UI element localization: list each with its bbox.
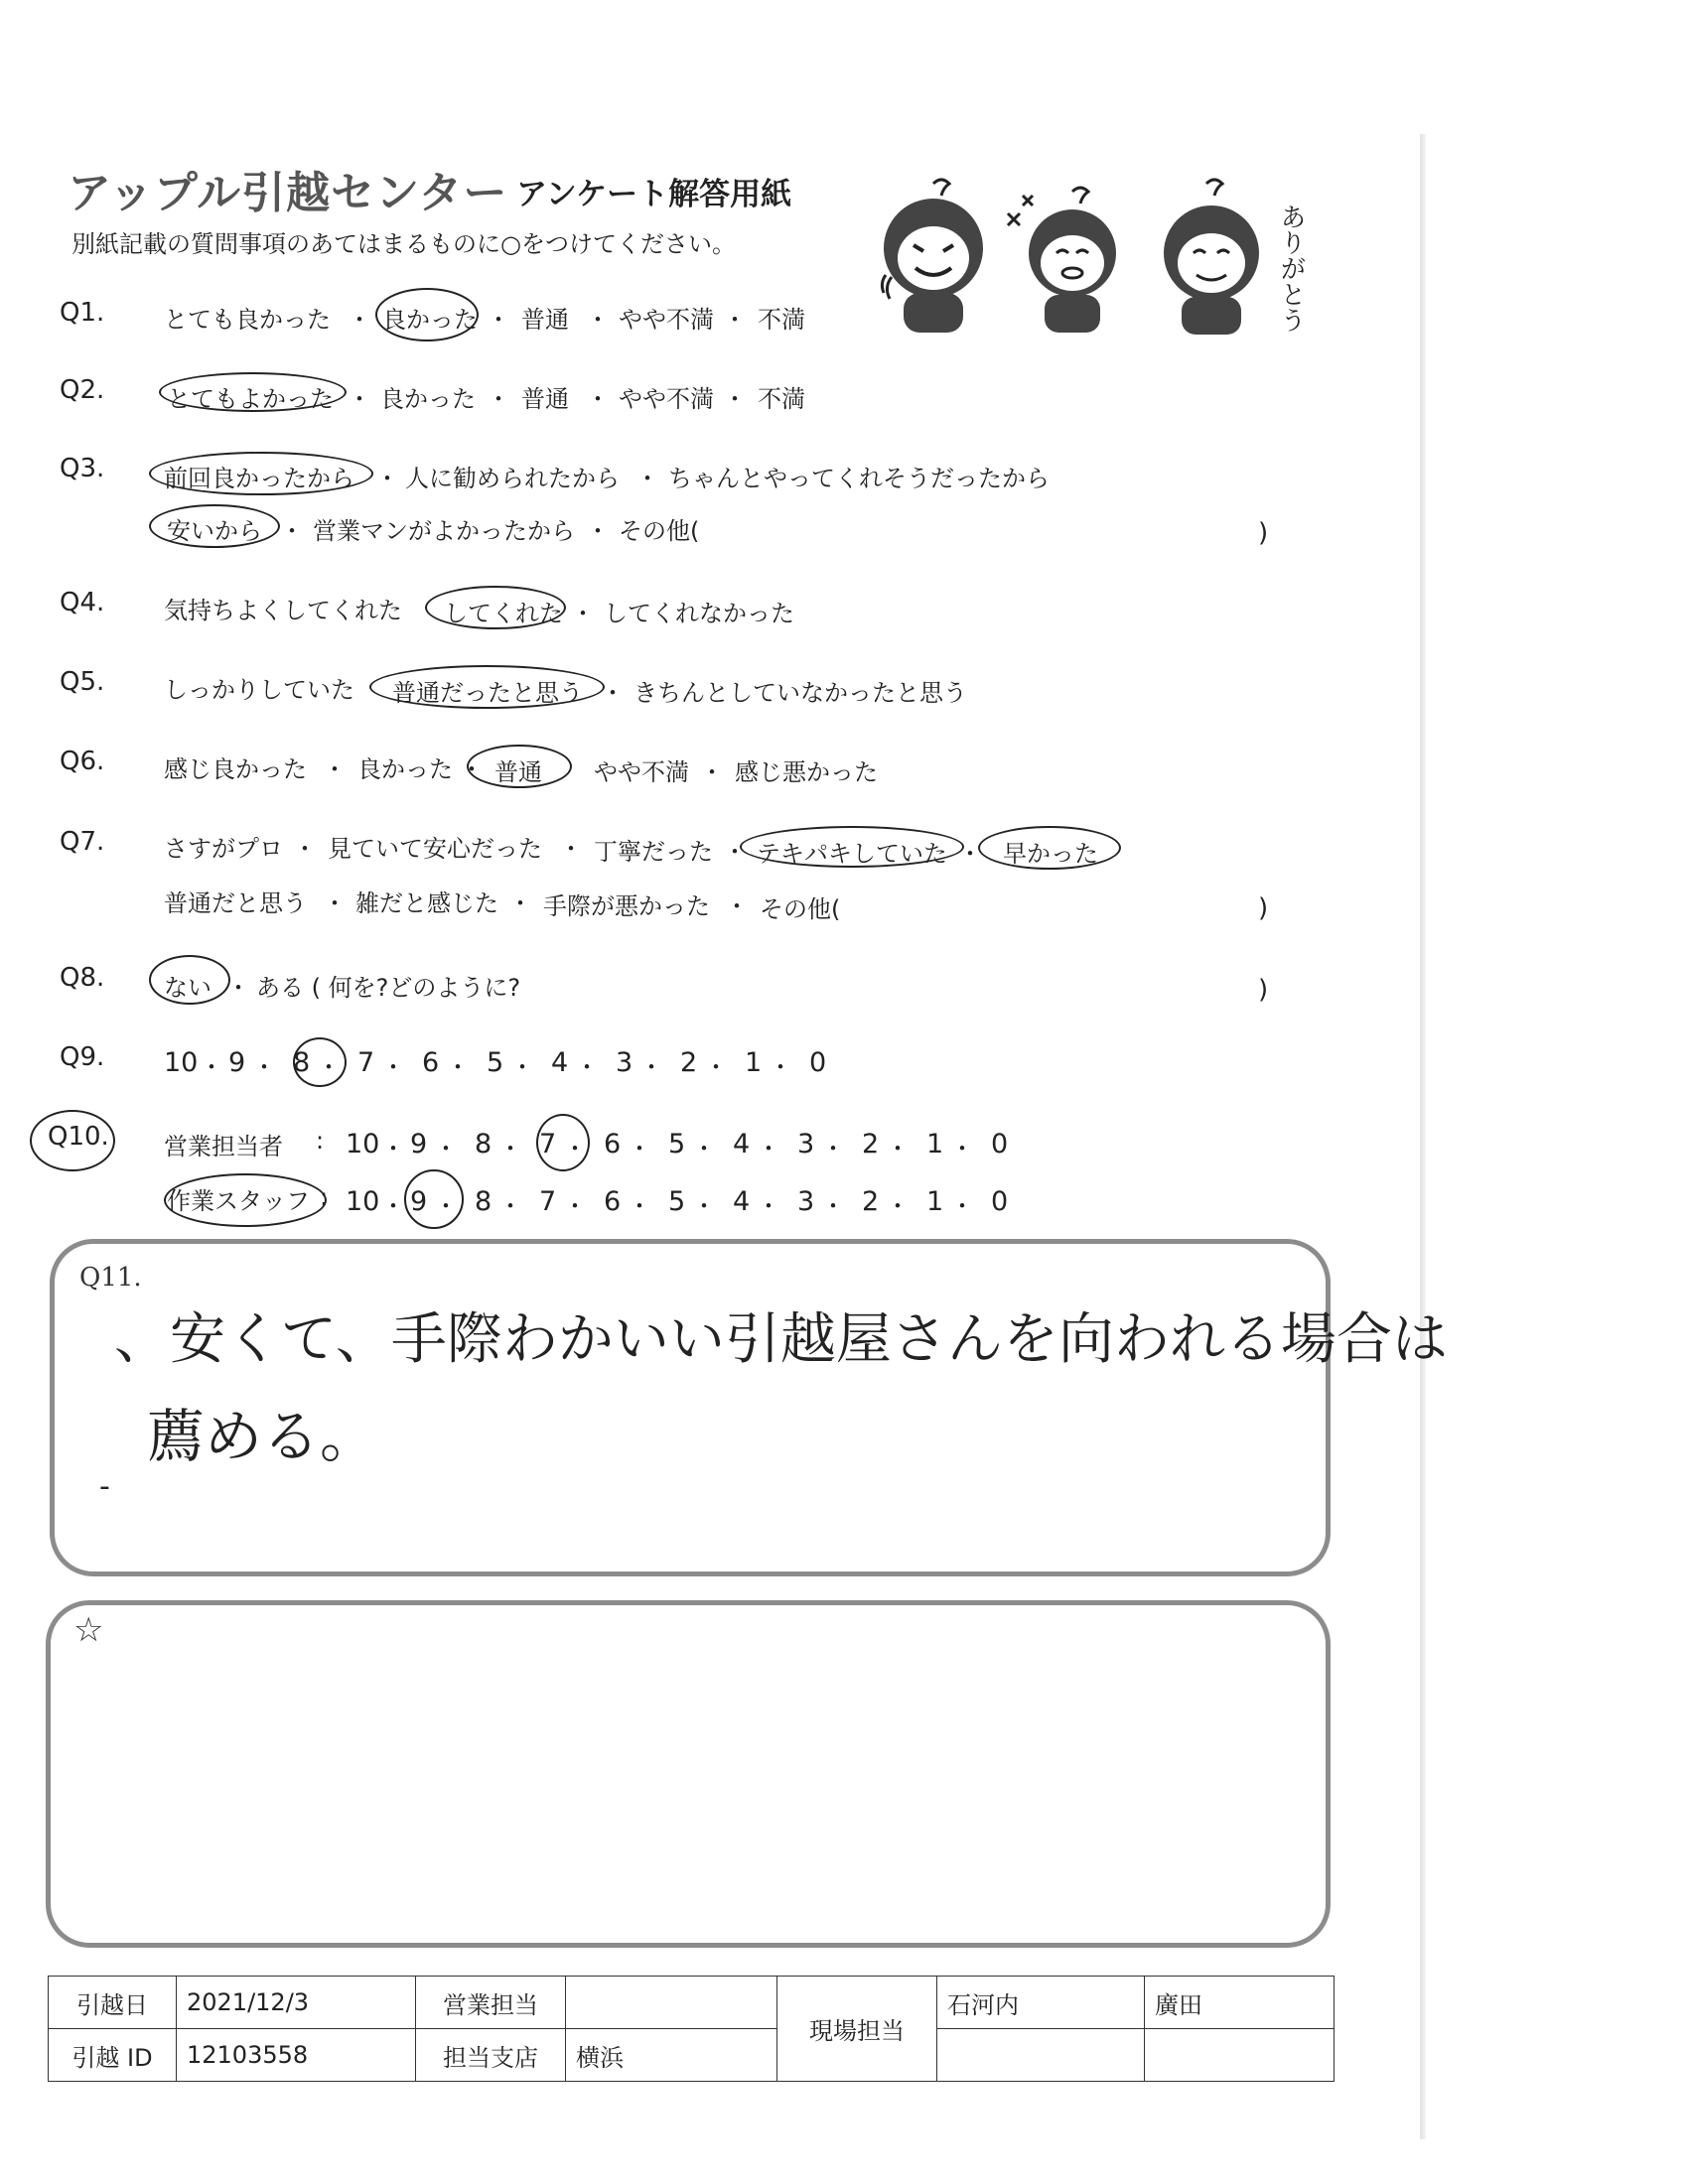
separator: ・ — [958, 840, 982, 868]
monkey-mascots-illustration — [874, 174, 1331, 342]
separator: ・ — [510, 1053, 534, 1081]
q7-selection-circle-2 — [978, 826, 1121, 870]
q10-staff-scale-value[interactable]: 8 — [475, 1186, 492, 1217]
q9-scale-value[interactable]: 9 — [228, 1047, 246, 1078]
separator: ・ — [487, 306, 510, 334]
q3-selection-circle-1 — [149, 452, 373, 495]
separator: ・ — [639, 1053, 663, 1081]
q10-sales-scale-value[interactable]: 3 — [797, 1129, 815, 1160]
separator: ・ — [446, 1053, 470, 1081]
separator: ・ — [200, 1053, 223, 1081]
page-edge-shadow — [1420, 134, 1426, 2139]
q2-option-2[interactable]: 良かった — [380, 385, 476, 413]
q10-staff-scale-value[interactable]: 5 — [668, 1186, 686, 1217]
move-id-value[interactable]: 12103558 — [177, 2029, 416, 2082]
separator: ・ — [886, 1135, 910, 1162]
separator: ・ — [725, 892, 749, 920]
separator: ・ — [692, 1192, 716, 1220]
separator: ・ — [348, 306, 371, 334]
q6-option-4[interactable]: やや不満 — [594, 758, 689, 786]
separator: ・ — [950, 1135, 974, 1162]
q10-staff-scale-value[interactable]: 6 — [604, 1186, 622, 1217]
q7-option-7[interactable]: 雑だと感じた — [355, 889, 498, 917]
q3-selection-circle-2 — [149, 504, 280, 548]
separator: ・ — [571, 600, 595, 627]
monkey-mascot-middle-icon — [1008, 188, 1116, 333]
q9-scale-value[interactable]: 1 — [745, 1047, 763, 1078]
q8-option-1[interactable]: ない — [164, 974, 211, 1002]
separator: ・ — [821, 1192, 845, 1220]
q7-option-1[interactable]: さすがプロ — [164, 835, 283, 863]
star-icon: ☆ — [73, 1610, 104, 1650]
separator: ・ — [723, 385, 747, 413]
q10-label-circle — [30, 1110, 115, 1171]
q2-label: Q2. — [60, 375, 105, 405]
q3-option-2[interactable]: 人に勧められたから — [405, 465, 620, 492]
footer-info-table — [48, 1976, 1335, 2082]
separator: ・ — [563, 1135, 587, 1162]
q9-selection-circle — [293, 1037, 347, 1087]
q9-label: Q9. — [60, 1042, 105, 1072]
separator: ・ — [586, 306, 610, 334]
q1-option-2[interactable]: 良かった — [382, 306, 478, 334]
q7-option-9[interactable]: その他( — [760, 895, 841, 923]
instruction-text: 別紙記載の質問事項のあてはまるものに○をつけてください。 — [71, 230, 736, 258]
q9-scale-value[interactable]: 3 — [616, 1047, 633, 1078]
separator: ・ — [886, 1192, 910, 1220]
separator: ・ — [293, 835, 317, 863]
separator: ・ — [704, 1053, 728, 1081]
site-staff-2[interactable]: 廣田 — [1145, 1977, 1335, 2029]
q3-label: Q3. — [60, 454, 105, 483]
q10-label: Q10. — [48, 1122, 109, 1152]
separator: ・ — [434, 1135, 458, 1162]
q5-option-3[interactable]: きちんとしていなかったと思う — [633, 679, 967, 707]
q3-close-paren: ) — [1258, 518, 1269, 548]
q10-staff-scale-value[interactable]: 4 — [733, 1186, 751, 1217]
q11-handwritten-line-1: 、安くて、手際わかいい引越屋さんを向われる場合は — [114, 1307, 1448, 1372]
separator: ・ — [375, 465, 399, 492]
separator: ・ — [575, 1053, 599, 1081]
separator: ・ — [757, 1135, 780, 1162]
separator: ・ — [692, 1135, 716, 1162]
q4-option-3[interactable]: してくれなかった — [604, 600, 794, 627]
q10-sales-scale-value[interactable]: 5 — [668, 1129, 686, 1160]
q7-option-5[interactable]: 早かった — [1003, 840, 1098, 868]
q7-option-3[interactable]: 丁寧だった — [594, 838, 713, 866]
separator: ・ — [381, 1053, 405, 1081]
q9-scale-value[interactable]: 2 — [680, 1047, 698, 1078]
q6-option-2[interactable]: 良かった — [357, 755, 453, 783]
branch-label: 担当支店 — [416, 2029, 566, 2082]
q9-scale-value[interactable]: 10 — [164, 1047, 199, 1078]
q7-label: Q7. — [60, 827, 105, 857]
separator: ・ — [628, 1135, 651, 1162]
q1-selection-circle — [375, 288, 479, 341]
q5-label: Q5. — [60, 667, 105, 697]
q10-sales-label: 営業担当者 — [164, 1133, 283, 1160]
q5-selection-circle — [369, 665, 605, 709]
q1-option-4[interactable]: やや不満 — [619, 306, 714, 334]
site-staff-label: 現場担当 — [777, 1977, 937, 2082]
q2-option-5[interactable]: 不満 — [758, 385, 805, 413]
q4-option-1[interactable]: 気持ちよくしてくれた — [164, 597, 402, 624]
form-title: アンケート解答用紙 — [516, 177, 792, 212]
q7-close-paren: ) — [1258, 893, 1269, 923]
separator: ・ — [628, 1192, 651, 1220]
separator: ・ — [280, 517, 304, 545]
q3-option-3[interactable]: ちゃんとやってくれそうだったから — [668, 465, 1050, 492]
q7-selection-circle-1 — [740, 826, 964, 868]
q11-handwritten-line-3: - — [99, 1469, 110, 1504]
separator: ・ — [508, 889, 532, 917]
site-staff-1[interactable]: 石河内 — [937, 1977, 1145, 2029]
move-date-value[interactable]: 2021/12/3 — [177, 1977, 416, 2029]
q10-sales-scale-value[interactable]: 6 — [604, 1129, 622, 1160]
branch-value[interactable]: 横浜 — [566, 2029, 777, 2082]
q2-option-4[interactable]: やや不満 — [619, 385, 714, 413]
sales-rep-value[interactable] — [566, 1977, 777, 2029]
q1-option-1[interactable]: とても良かった — [164, 306, 331, 334]
q10-sales-scale-value[interactable]: 0 — [991, 1129, 1009, 1160]
q7-option-8[interactable]: 手際が悪かった — [543, 892, 710, 920]
q2-selection-circle — [159, 372, 347, 412]
company-name: アップル引越センター — [68, 168, 508, 218]
separator: ・ — [226, 974, 250, 1002]
q9-scale-value[interactable]: 4 — [551, 1047, 569, 1078]
separator: ・ — [252, 1053, 276, 1081]
separator: ・ — [601, 679, 625, 707]
separator: ・ — [700, 758, 724, 786]
separator: ・ — [950, 1192, 974, 1220]
q10-sales-scale-value[interactable]: 8 — [475, 1129, 492, 1160]
separator: ・ — [317, 1053, 341, 1081]
q10-staff-scale-value[interactable]: 7 — [539, 1186, 557, 1217]
separator: ・ — [498, 1192, 522, 1220]
q8-option-2[interactable]: ある ( 何を?どのように? — [256, 974, 521, 1002]
q10-sales-scale-value[interactable]: 2 — [862, 1129, 880, 1160]
q10-staff-label: 作業スタッフ — [167, 1187, 310, 1215]
q7-option-4[interactable]: テキパキしていた — [757, 840, 947, 868]
q10-sales-colon: : — [316, 1127, 325, 1155]
q10-sales-scale-value[interactable]: 9 — [410, 1129, 428, 1160]
separator: ・ — [563, 1192, 587, 1220]
separator: ・ — [769, 1053, 792, 1081]
separator: ・ — [559, 835, 583, 863]
q6-label: Q6. — [60, 747, 105, 776]
site-staff-empty-2 — [1145, 2029, 1335, 2082]
mascot-text: ありがとう — [1276, 204, 1306, 333]
q6-option-1[interactable]: 感じ良かった — [164, 755, 307, 783]
monkey-mascot-right-icon — [1164, 180, 1306, 335]
separator: ・ — [586, 385, 610, 413]
move-id-label: 引越 ID — [49, 2029, 177, 2082]
separator: ・ — [348, 385, 371, 413]
q6-option-3[interactable]: 普通 — [494, 758, 542, 786]
q7-option-2[interactable]: 見ていて安心だった — [328, 835, 542, 863]
q10-staff-scale-value[interactable]: 1 — [926, 1186, 944, 1217]
q9-scale-value[interactable]: 5 — [487, 1047, 504, 1078]
q11-handwritten-line-2: 薦める。 — [147, 1403, 378, 1470]
q1-option-5[interactable]: 不満 — [758, 306, 805, 334]
q3-option-5[interactable]: 営業マンがよかったから — [313, 517, 575, 545]
q8-label: Q8. — [60, 963, 105, 993]
q4-option-2[interactable]: してくれた — [444, 600, 563, 627]
q6-selection-circle — [467, 745, 572, 788]
q10-sales-selection-circle — [536, 1114, 590, 1171]
q11-label: Q11. — [79, 1263, 142, 1293]
q1-label: Q1. — [60, 298, 105, 328]
q10-sales-scale-value[interactable]: 4 — [733, 1129, 751, 1160]
separator: ・ — [498, 1135, 522, 1162]
q10-sales-scale-value[interactable]: 7 — [539, 1129, 557, 1160]
separator: ・ — [434, 1192, 458, 1220]
q2-option-1[interactable]: とてもよかった — [167, 385, 334, 413]
q3-option-1[interactable]: 前回良かったから — [164, 465, 354, 492]
q9-scale-value[interactable]: 8 — [293, 1047, 311, 1078]
q9-scale-value[interactable]: 0 — [809, 1047, 827, 1078]
sales-rep-label: 営業担当 — [416, 1977, 566, 2029]
q3-option-6[interactable]: その他( — [619, 517, 700, 545]
separator: ・ — [723, 838, 747, 866]
q10-staff-scale-value[interactable]: 0 — [991, 1186, 1009, 1217]
separator: ・ — [381, 1192, 405, 1220]
monkey-mascot-left-icon — [882, 180, 983, 333]
q9-scale-value[interactable]: 7 — [357, 1047, 375, 1078]
q5-option-2[interactable]: 普通だったと思う — [392, 679, 583, 707]
separator: ・ — [381, 1135, 405, 1162]
q10-staff-selection-circle — [404, 1169, 464, 1229]
q4-label: Q4. — [60, 588, 105, 617]
q10-sales-scale-value[interactable]: 1 — [926, 1129, 944, 1160]
separator: ・ — [821, 1135, 845, 1162]
separator: ・ — [723, 306, 747, 334]
q1-option-3[interactable]: 普通 — [521, 306, 569, 334]
separator: ・ — [487, 385, 510, 413]
q4-selection-circle — [425, 586, 566, 629]
q10-staff-scale-value[interactable]: 2 — [862, 1186, 880, 1217]
q7-option-6[interactable]: 普通だと思う — [164, 889, 307, 917]
q10-staff-label-circle — [164, 1173, 327, 1227]
q8-close-paren: ) — [1258, 975, 1269, 1005]
q10-staff-scale-value[interactable]: 3 — [797, 1186, 815, 1217]
q5-option-1[interactable]: しっかりしていた — [164, 676, 354, 704]
q9-scale-value[interactable]: 6 — [422, 1047, 440, 1078]
separator: ・ — [586, 517, 610, 545]
q3-option-4[interactable]: 安いから — [167, 517, 262, 545]
separator: ・ — [460, 755, 484, 783]
q2-option-3[interactable]: 普通 — [521, 385, 569, 413]
q10-staff-scale-value[interactable]: 10 — [346, 1186, 380, 1217]
q6-option-5[interactable]: 感じ悪かった — [735, 758, 878, 786]
separator: ・ — [757, 1192, 780, 1220]
q10-sales-scale-value[interactable]: 10 — [346, 1129, 380, 1160]
q10-staff-scale-value[interactable]: 9 — [410, 1186, 428, 1217]
site-staff-empty-1 — [937, 2029, 1145, 2082]
separator: ・ — [323, 755, 347, 783]
free-comment-box[interactable] — [46, 1600, 1331, 1948]
q10-staff-colon: : — [320, 1183, 329, 1211]
separator: ・ — [635, 465, 659, 492]
separator: ・ — [323, 889, 347, 917]
q8-selection-circle — [149, 955, 230, 1005]
move-date-label: 引越日 — [49, 1977, 177, 2029]
